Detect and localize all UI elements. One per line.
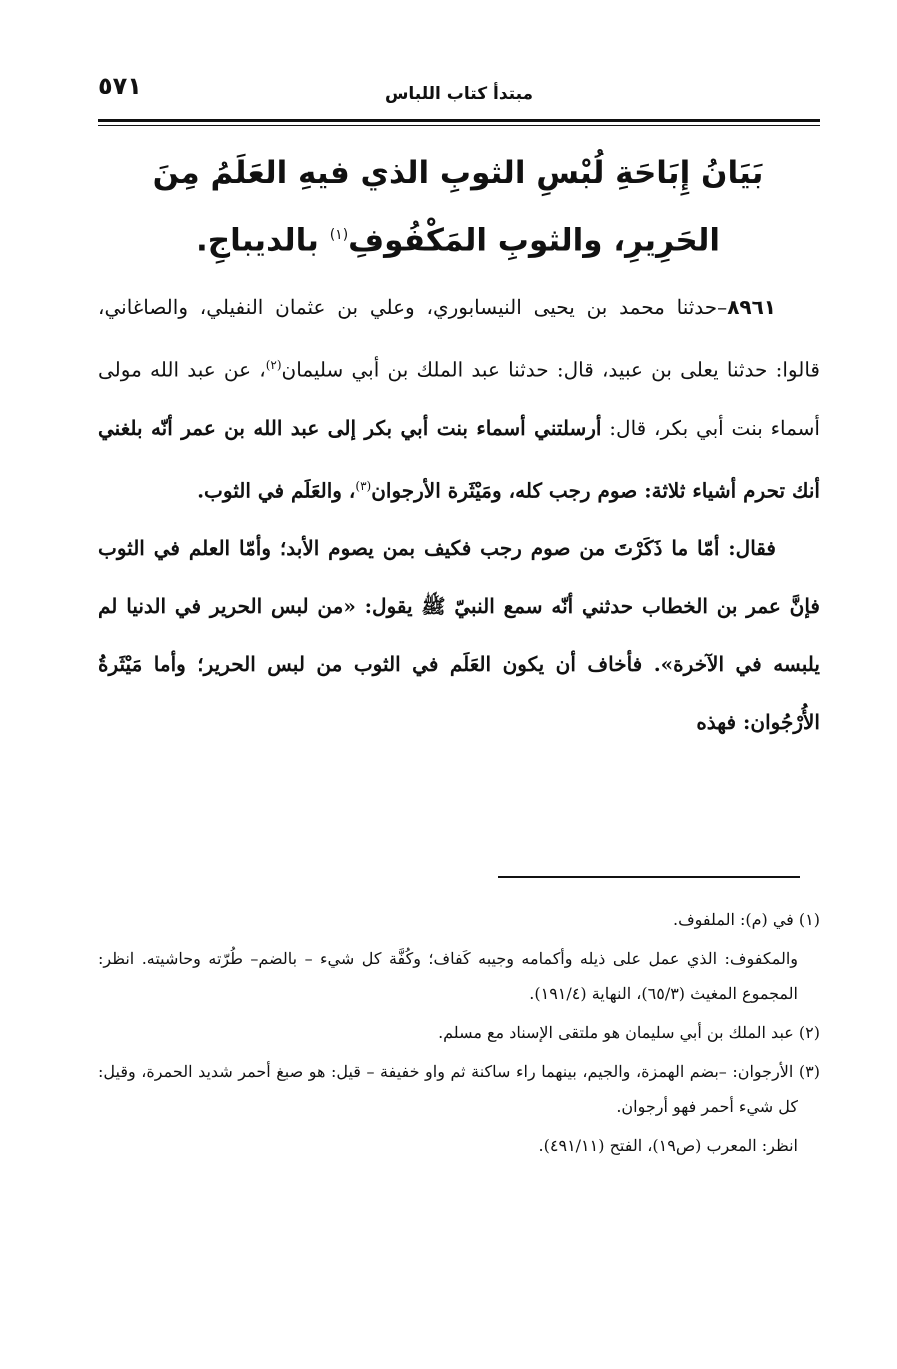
main-text xyxy=(98,278,820,751)
header-thin-rule xyxy=(98,125,820,126)
footnote-3: (٣) الأرجوان: –بضم الهمزة، والجيم، بينهما راء ساكنة ثم واو خفيفة – قيل: هو صبغ أحمر شديد الحمرة، وقيل: كل شيء أحمر فهو أرجوان. xyxy=(98,1062,820,1116)
footnote-separator xyxy=(498,876,800,878)
footnote-1-continued: والمكفوف: الذي عمل على ذيله وأكمامه وجيبه كَفاف؛ وكُفَّة كل شيء – بالضم– طُرّته وحاشيته. انظر: المجموع المغيث (٦٥/٣)، النهاية (١٩١/٤). xyxy=(98,949,798,1003)
chapter-title-text: بَيَانُ إِبَاحَةِ لُبْسِ الثوبِ الذي فيهِ العَلَمُ مِنَ الحَرِيرِ، والثوبِ المَكْفُوفِ xyxy=(152,155,764,259)
header-thick-rule xyxy=(98,119,820,122)
hadith-paragraph xyxy=(98,278,820,519)
chapter-title-footnote-marker: (١) xyxy=(329,227,349,243)
matn-text: أرسلتني أسماء بنت أبي بكر إلى عبد الله بن عمر أنّه بلغني أنك تحرم أشياء ثلاثة: صوم رجب كله، ومَيْثَرة الأرجوان xyxy=(98,415,820,503)
footnote-marker-2: (٢) xyxy=(265,358,282,372)
page-number: ٥٧١ xyxy=(98,72,142,100)
footnote-marker-3: (٣) xyxy=(355,478,372,493)
isnad-text: –حدثنا محمد بن يحيى النيسابوري، وعلي بن عثمان النفيلي، والصاغاني، قالوا: حدثنا يعلى بن عبيد، قال: حدثنا عبد الملك بن أبي سليمان xyxy=(98,295,820,382)
chapter-title-end: بالديباجِ. xyxy=(196,222,330,259)
footnote-1: (١) في (م): الملفوف. xyxy=(672,910,820,929)
matn-text-end: ، والعَلَم في الثوب. xyxy=(197,478,356,503)
response-paragraph: فقال: أمّا ما ذَكَرْتَ من صوم رجب فكيف بمن يصوم الأبد؛ وأمّا العلم في الثوب فإنَّ عمر بن الخطاب حدثني أنّه سمع النبيّ ﷺ يقول: «من لبس الحرير في الدنيا لم يلبسه في الآخرة». فأخاف أن يكون العَلَم في الثوب من لبس الحرير؛ وأما مَيْثَرةُ الأُرْجُوان: فهذه xyxy=(98,536,820,735)
hadith-number: ٨٩٦١ xyxy=(727,295,777,319)
chapter-title xyxy=(98,142,818,271)
footnote-3-continued: انظر: المعرب (ص١٩)، الفتح (٤٩١/١١). xyxy=(538,1136,798,1155)
footnote-2: (٢) عبد الملك بن أبي سليمان هو ملتقى الإسناد مع مسلم. xyxy=(438,1023,820,1042)
footnotes xyxy=(98,902,820,1167)
running-title: مبتدأ كتاب اللباس xyxy=(384,84,534,104)
isnad-text-continued: ، عن عبد الله مولى أسماء بنت أبي بكر، قال: xyxy=(98,357,820,440)
page-header xyxy=(98,70,820,122)
